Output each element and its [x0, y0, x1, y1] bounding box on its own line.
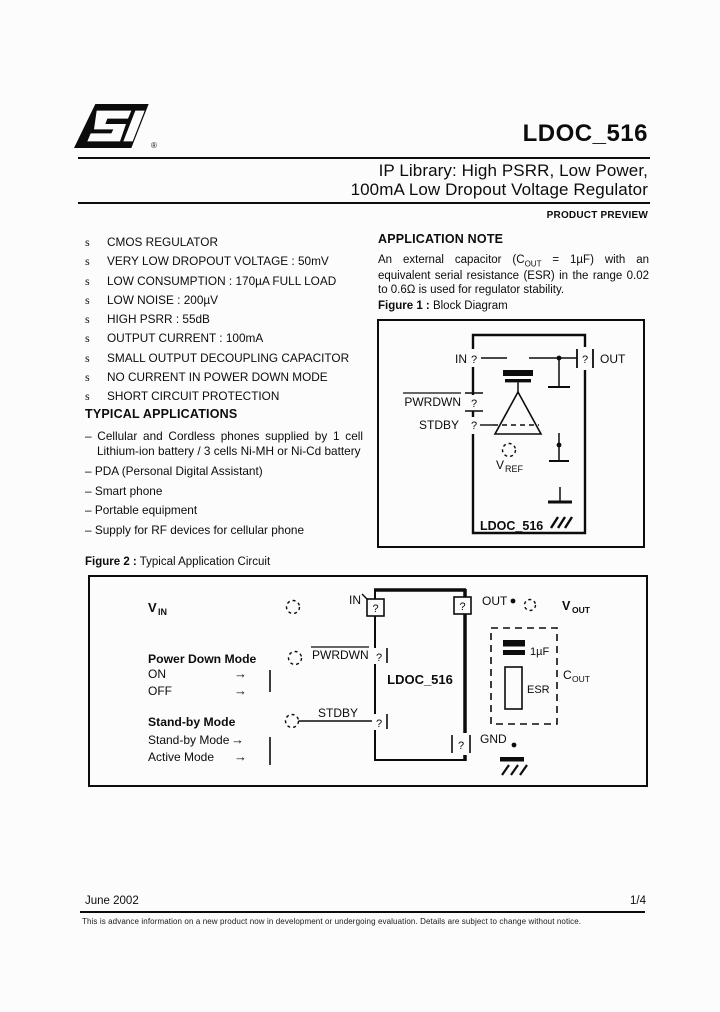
arrow-icon: →: [231, 732, 244, 747]
registered-mark: ®: [151, 141, 157, 150]
capacitor-value-label: 1µF: [530, 646, 550, 658]
section-heading-typical-applications: TYPICAL APPLICATIONS: [85, 407, 238, 421]
application-text: Cellular and Cordless phones supplied by 1 cell Lithium-ion battery / 3 cells Ni-MH or Ni-Cd battery: [97, 429, 363, 459]
list-item: [85, 252, 370, 271]
vin-label: V: [148, 600, 157, 615]
ground-icon: [500, 757, 524, 762]
list-item: [85, 272, 370, 291]
feature-text: SMALL OUTPUT DECOUPLING CAPACITOR: [107, 350, 350, 365]
cout-label-sub: OUT: [572, 674, 590, 684]
cout-label: C: [563, 668, 572, 682]
list-item: [85, 291, 370, 310]
document-subtitle: [351, 162, 648, 199]
bullet-glyph: s: [85, 312, 90, 327]
header-rule-top: [78, 157, 650, 159]
header-rule-bottom: [78, 202, 650, 204]
footer-page-number: 1/4: [630, 895, 646, 907]
chip-name-label: LDOC_516: [387, 672, 453, 687]
figure1-caption-label: Figure 1 :: [378, 300, 430, 312]
footer-rule: [80, 911, 645, 913]
arrow-icon: →: [234, 683, 247, 698]
dash-glyph: –: [85, 523, 92, 538]
dash-glyph: –: [85, 463, 92, 478]
list-item: [85, 429, 363, 459]
page-title: LDOC_516: [522, 120, 648, 147]
missing-glyph: ?: [372, 603, 379, 615]
feature-text: NO CURRENT IN POWER DOWN MODE: [107, 370, 328, 385]
arrow-icon: →: [234, 666, 247, 681]
list-item: [85, 484, 363, 499]
arrow-icon: →: [234, 749, 247, 764]
bullet-glyph: s: [85, 235, 90, 249]
list-item: [85, 349, 370, 368]
missing-glyph: ?: [470, 398, 478, 410]
list-item: [85, 368, 370, 387]
feature-text: HIGH PSRR : 55dB: [107, 312, 210, 327]
bullet-glyph: s: [85, 389, 90, 404]
bullet-glyph: s: [85, 350, 90, 365]
footer-disclaimer: This is advance information on a new product now in development or undergoing evaluation. Details are subject to change without notice.: [82, 917, 582, 926]
capacitor-icon: [503, 640, 525, 647]
application-note-paragraph: [378, 254, 649, 298]
figure2-frame: [88, 575, 648, 787]
vref-source-icon: [503, 444, 516, 457]
application-text: Portable equipment: [94, 503, 198, 518]
node-circle-icon: [289, 652, 302, 665]
bullet-glyph: s: [85, 370, 90, 385]
feature-text: LOW CONSUMPTION : 170µA FULL LOAD: [107, 273, 337, 288]
subtitle-line-2: 100mA Low Dropout Voltage Regulator: [350, 179, 648, 199]
application-text: PDA (Personal Digital Assistant): [94, 463, 263, 478]
junction-dot: [511, 599, 516, 604]
pin-label-in: IN: [349, 593, 361, 607]
status-badge: PRODUCT PREVIEW: [546, 210, 648, 221]
feature-list: [85, 233, 370, 407]
pwrdwn-label: PWRDWN: [312, 648, 369, 662]
list-item: [85, 464, 363, 479]
feature-text: VERY LOW DROPOUT VOLTAGE : 50mV: [107, 254, 329, 269]
bullet-glyph: s: [85, 331, 90, 346]
figure1-frame: [377, 319, 645, 548]
esr-resistor-icon: [505, 667, 522, 709]
gnd-label: GND: [480, 732, 507, 746]
pin-label-out: OUT: [482, 594, 508, 608]
list-item: [85, 503, 363, 518]
list-item: [85, 233, 370, 252]
vref-label: V: [496, 458, 505, 472]
power-down-mode-heading: Power Down Mode: [148, 652, 257, 666]
dash-glyph: –: [85, 503, 92, 518]
figure1-caption-text: Block Diagram: [429, 300, 508, 312]
pass-transistor-icon: [503, 370, 533, 376]
stdby-label: STDBY: [318, 706, 359, 720]
application-text: Smart phone: [94, 483, 163, 498]
missing-glyph: ?: [457, 740, 465, 752]
pin-label-in: IN: [455, 352, 467, 366]
missing-glyph: ?: [581, 354, 589, 366]
section-heading-application-note: APPLICATION NOTE: [378, 232, 504, 246]
off-label: OFF: [148, 684, 172, 698]
vout-label: V: [562, 599, 571, 613]
esr-label: ESR: [527, 684, 550, 696]
feature-text: LOW NOISE : 200µV: [107, 292, 219, 307]
missing-glyph: ?: [375, 718, 383, 730]
pin-label-out: OUT: [600, 352, 626, 366]
junction-dot: [512, 743, 517, 748]
missing-glyph: ?: [375, 652, 383, 664]
applications-list: [85, 429, 363, 543]
dash-glyph: –: [85, 483, 92, 498]
footer-date: June 2002: [85, 895, 139, 907]
node-circle-icon: [287, 601, 300, 614]
list-item: [85, 329, 370, 348]
feature-text: CMOS REGULATOR: [107, 235, 218, 249]
vin-label-sub: IN: [158, 607, 167, 617]
st-logo-icon: [70, 100, 150, 152]
note-text: An external capacitor (C: [378, 253, 525, 266]
bullet-glyph: s: [85, 273, 90, 288]
pin-label-pwrdwn: PWRDWN: [404, 395, 461, 409]
vref-label-sub: REF: [505, 464, 523, 474]
figure2-caption-label: Figure 2 :: [85, 556, 137, 568]
feature-text: OUTPUT CURRENT : 100mA: [107, 331, 264, 346]
application-text: Supply for RF devices for cellular phone: [94, 523, 305, 538]
note-subscript: OUT: [524, 258, 542, 268]
node-circle-icon: [286, 715, 299, 728]
list-item: [85, 387, 370, 406]
list-item: [85, 523, 363, 538]
bullet-glyph: s: [85, 292, 90, 307]
figure2-caption-text: Typical Application Circuit: [136, 556, 271, 568]
note-text: = 1µF) with an equivalent serial resistance (ESR) in the range 0.02 to 0.6Ω is used for regulator stability.: [378, 253, 649, 296]
standby-mode-heading: Stand-by Mode: [148, 715, 236, 729]
pin-label-stdby: STDBY: [418, 418, 459, 432]
junction-dot: [557, 443, 562, 448]
missing-glyph: ?: [470, 420, 478, 432]
missing-glyph: ?: [470, 354, 478, 366]
chip-name-label: LDOC_516: [480, 519, 544, 533]
on-label: ON: [148, 667, 166, 681]
vout-label-sub: OUT: [572, 605, 590, 615]
bullet-glyph: s: [85, 254, 90, 269]
dash-glyph: –: [85, 429, 92, 443]
active-mode-item: Active Mode: [148, 750, 215, 764]
figure2-application-circuit: [90, 577, 646, 785]
figure1-caption: [378, 300, 508, 312]
feature-text: SHORT CIRCUIT PROTECTION: [107, 389, 280, 404]
figure2-caption: [85, 556, 270, 568]
missing-glyph: ?: [459, 601, 466, 613]
list-item: [85, 310, 370, 329]
error-amplifier-icon: [495, 392, 541, 434]
subtitle-line-1: IP Library: High PSRR, Low Power,: [378, 161, 648, 180]
node-circle-icon: [525, 600, 536, 611]
standby-mode-item: Stand-by Mode: [148, 733, 230, 747]
figure1-block-diagram: [379, 321, 643, 546]
